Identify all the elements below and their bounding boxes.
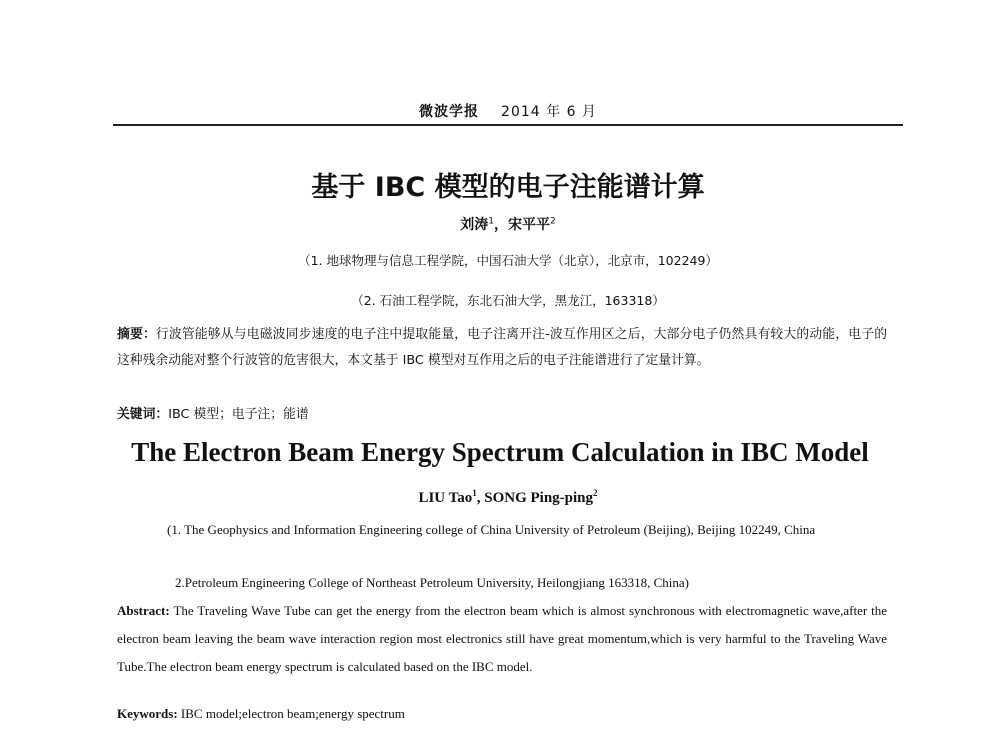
- chinese-title: 基于 IBC 模型的电子注能谱计算: [311, 172, 705, 203]
- keywords-label: Keywords:: [117, 706, 178, 721]
- keywords-label: 关键词：: [117, 407, 169, 422]
- author-affil-mark: 1: [488, 216, 494, 227]
- author-name: LIU Tao: [418, 490, 473, 506]
- abstract-text: The Traveling Wave Tube can get the energy from the electron beam which is almost synchronous with electromagnetic wave,after the electron beam leaving the beam wave interaction region most electronics still have great momentum,which is very harmful to the Traveling Wave Tube.The electron beam energy spectrum is calculated based on the IBC model.: [117, 603, 887, 674]
- chinese-affiliation-1: （1. 地球物理与信息工程学院，中国石油大学（北京），北京市，102249）: [298, 253, 718, 268]
- header-rule: [113, 124, 903, 126]
- author-affil-mark: 1: [472, 488, 477, 498]
- abstract-label: Abstract:: [117, 603, 170, 618]
- chinese-affiliation-2: （2. 石油工程学院，东北石油大学，黑龙江，163318）: [351, 293, 665, 308]
- keywords-text: IBC 模型；电子注；能谱: [168, 407, 309, 422]
- keywords-text: IBC model;electron beam;energy spectrum: [180, 706, 405, 721]
- author-affil-mark: 2: [550, 216, 556, 227]
- chinese-authors: [113, 214, 903, 234]
- english-keywords: [117, 706, 887, 722]
- chinese-abstract: [117, 322, 887, 374]
- abstract-label: 摘要：: [117, 327, 156, 342]
- author-separator: ,: [476, 490, 485, 506]
- journal-name: 微波学报: [419, 104, 480, 120]
- chinese-keywords: [117, 403, 887, 422]
- english-authors: [113, 488, 903, 507]
- author-affil-mark: 2: [593, 488, 598, 498]
- abstract-text: 行波管能够从与电磁波同步速度的电子注中提取能量，电子注离开注-波互作用区之后，大部分电子仍然具有较大的动能，电子的这种残余动能对整个行波管的危害很大，本文基于 IBC 模型对互作用之后的电子注能谱进行了定量计算。: [117, 327, 887, 368]
- english-abstract: [117, 597, 887, 681]
- author-separator: ，: [494, 217, 508, 233]
- english-affiliation-1: (1. The Geophysics and Information Engineering college of China University of Petroleum (Beijing), Beijing 102249, China: [167, 522, 816, 537]
- author-name: 宋平平: [508, 217, 550, 233]
- running-header: [113, 101, 903, 121]
- author-name: SONG Ping-ping: [484, 490, 594, 506]
- english-title: The Electron Beam Energy Spectrum Calculation in IBC Model: [131, 437, 869, 467]
- author-name: 刘涛: [460, 217, 489, 233]
- english-affiliation-2: 2.Petroleum Engineering College of Northeast Petroleum University, Heilongjiang 163318, China): [175, 575, 690, 590]
- issue-date: 2014 年 6 月: [501, 104, 597, 120]
